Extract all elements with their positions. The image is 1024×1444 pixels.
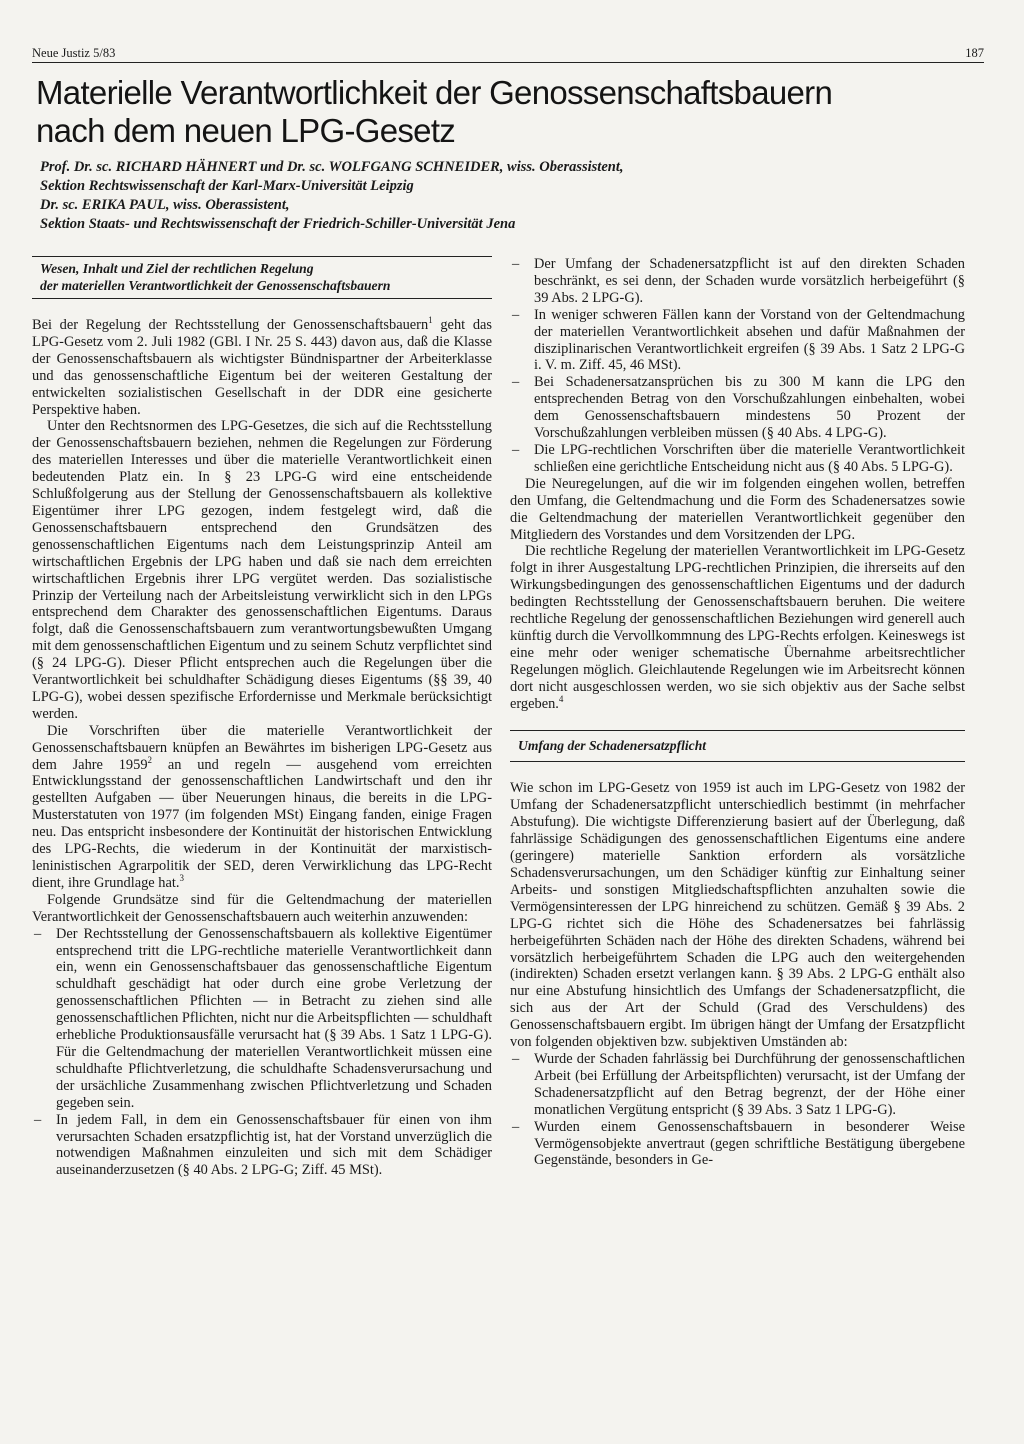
principles-list [32,926,492,1180]
title-line-2: nach dem neuen LPG-Gesetz [36,112,456,149]
author-block [40,158,980,234]
paragraph: Unter den Rechtsnormen des LPG-Gesetzes, die sich auf die Rechtsstellung der Genossenschaftsbauern beziehen, nehmen die Regelungen zur Förderung des materiellen Interesses und über die materielle Verantwortlichkeit einen bedeutenden Platz ein. In § 23 LPG-G wird eine entscheidende Schlußfolgerung aus der Stellung der Genossenschaftsbauern als kollektive Eigentümer ihrer LPG gezogen, indem festgelegt wird, daß die Genossenschaftsbauern entsprechend den Grundsätzen des genossenschaftlichen Eigentums nach dem Leistungsprinzip Anteil am wirtschaftlichen Ergebnis der LPG haben und daß sie nach dem erreichten wirtschaftlichen Ergebnis ihrer LPG vergütet werden. Das sozialistische Prinzip der Verteilung nach der Arbeitsleistung verwirklicht sich in den LPGs entsprechend dem Charakter des genossenschaftlichen Eigentums. Daraus folgt, daß die Genossenschaftsbauern zum verantwortungsbewußten Umgang mit dem genossenschaftlichen Eigentum und zu seinem Schutz verpflichtet sind (§ 24 LPG-G). Dieser Pflicht entsprechen auch die Regelungen über die Verantwortlichkeit bei schuldhafter Schädigung dieses Eigentums (§§ 39, 40 LPG-G), wobei dessen spezifische Erfordernisse und Merkmale berücksichtigt werden. [32,418,492,722]
running-head [32,44,984,63]
paragraph [32,317,492,418]
list-item: – Bei Schadenersatzansprüchen bis zu 300 M kann die LPG den entsprechenden Betrag von den Vorschußzahlungen einbehalten, wobei dem Genossenschaftsbauern mindestens 50 Prozent der Vorschußzahlungen verbleiben müssen (§ 40 Abs. 4 LPG-G). [510,374,965,442]
paragraph-text: an und regeln — ausgehend vom erreichten Entwicklungsstand der genossenschaftlichen Landwirtschaft und den ihr gestellten Aufgaben — über Neuerungen hinaus, die bereits in die LPG-Musterstatuten von 1977 (im folgenden MSt) Eingang fanden, einige Fragen neu. Das entspricht insbesondere der Kontinuität der historischen Entwicklung des LPG-Rechts, die wiederum in der Kontinuität der marxistisch-leninistischen Agrarpolitik der SED, deren Verwirklichung das LPG-Recht dient, ihre Grundlage hat. [32,756,492,891]
footnote-ref: 3 [179,873,184,884]
section-heading-umfang: Umfang der Schadenersatzpflicht [510,730,965,762]
principles-list-continued [510,256,965,476]
list-item: – In jedem Fall, in dem ein Genossenschaftsbauer für einen von ihm verursachten Schaden ersatzpflichtig ist, hat der Vorstand unverzüglich die notwendigen Maßnahmen einzuleiten und sich mit dem Schädiger auseinanderzusetzen (§ 40 Abs. 2 LPG-G; Ziff. 45 MSt). [32,1112,492,1180]
paragraph-text: Bei der Regelung der Rechtsstellung der Genossenschaftsbauern [32,317,429,333]
section-heading-line-1: Wesen, Inhalt und Ziel der rechtlichen Regelung [40,261,314,276]
author-line-2: Sektion Rechtswissenschaft der Karl-Marx-Universität Leipzig [40,178,414,194]
author-line-4: Sektion Staats- und Rechtswissenschaft der Friedrich-Schiller-Universität Jena [40,216,516,232]
right-column [510,256,965,1384]
left-column [32,256,492,1384]
page-number: 187 [965,46,984,60]
paragraph [32,723,492,892]
paragraph: Wie schon im LPG-Gesetz von 1959 ist auch im LPG-Gesetz von 1982 der Umfang der Schadenersatzpflicht unterschiedlich bestimmt (in mehrfacher Abstufung). Die wichtigste Differenzierung basiert auf der Überlegung, daß fahrlässige Schädigungen des genossenschaftlichen Eigentums eine andere (geringere) materielle Sanktion erfordern als vorsätzliche Schadensverursachungen, um den Schädiger künftig zur Einhaltung seiner Arbeits- und sonstigen Mitgliedschaftspflichten anzuhalten sowie die Vermögensinteressen der LPG hinreichend zu schützen. Gemäß § 39 Abs. 2 LPG-G richtet sich die Höhe des Schadenersatzes bei fahrlässig herbeigeführten Schäden nach der Höhe des direkten Schadens, während bei vorsätzlich herbeigeführtem Schaden die LPG auch den weitergehenden (indirekten) Schaden ersetzt verlangen kann. § 39 Abs. 2 LPG-G enthält also nur eine Abstufung hinsichtlich des Umfangs der Schadenersatzpflicht, die sich aus der Art der Schuld (Grad des Verschuldens) des Genossenschaftsbauern ergibt. Im übrigen hängt der Umfang der Ersatzpflicht von folgenden objektiven bzw. subjektiven Umständen ab: [510,780,965,1051]
paragraph-text: Die Vorschriften über die materielle Verantwortlichkeit der Genossenschaftsbauern knüpfen an Bewährtes im bisherigen LPG-Gesetz aus dem Jahre 1959 [32,722,492,773]
section-heading-wesen [32,256,492,299]
paragraph: Die Neuregelungen, auf die wir im folgenden eingehen wollen, betreffen den Umfang, die Geltendmachung und die Form des Schadenersatzes sowie die Geltendmachung der materiellen Verantwortlichkeit gegenüber den Mitgliedern des Vorstandes und dem Vorsitzenden der LPG. [510,475,965,543]
paragraph [510,543,965,712]
footnote-ref: 1 [428,315,433,326]
list-item: – Die LPG-rechtlichen Vorschriften über die materielle Verantwortlichkeit schließen eine gerichtliche Entscheidung nicht aus (§ 40 Abs. 5 LPG-G). [510,442,965,476]
journal-issue: Neue Justiz 5/83 [32,46,116,60]
author-line-3: Dr. sc. ERIKA PAUL, wiss. Oberassistent, [40,197,290,213]
list-item: – Der Umfang der Schadenersatzpflicht ist auf den direkten Schaden beschränkt, es sei denn, der Schaden wurde vorsätzlich herbeigeführt (§ 39 Abs. 2 LPG-G). [510,256,965,307]
paragraph-text: Die rechtliche Regelung der materiellen Verantwortlichkeit im LPG-Gesetz folgt in ihrer Ausgestaltung LPG-rechtlichen Prinzipien, die ihrerseits auf den Wirkungsbedingungen des genossenschaftlichen Eigentums und der dadurch bedingten Rechtsstellung der Genossenschaftsbauern beruhen. Die weitere rechtliche Regelung der genossenschaftlichen Beziehungen wird generell auch künftig durch die Vervollkommnung des LPG-Rechts erfolgen. Keineswegs ist eine mehr oder weniger schematische Übernahme arbeitsrechtlicher Regelungen möglich. Gleichlautende Regelungen wie im Arbeitsrecht können dort nicht ausgeschlossen werden, wo sie sich objektiv aus der Sache selbst ergeben. [510,543,965,712]
list-item: – Wurden einem Genossenschaftsbauern in besonderer Weise Vermögensobjekte anvertraut (gegen schriftliche Bestätigung übergebene Gegenstände, besonders in Ge- [510,1119,965,1170]
footnote-ref: 2 [147,754,153,765]
section-heading-line-2: der materiellen Verantwortlichkeit der Genossenschaftsbauern [40,278,391,293]
footnote-ref: 4 [558,693,564,704]
list-item: – Wurde der Schaden fahrlässig bei Durchführung der genossenschaftlichen Arbeit (bei Erfüllung der Arbeitspflichten) verursacht, ist der Umfang der Schadenersatzpflicht auf den Betrag begrenzt, der der Höhe einer monatlichen Vergütung entspricht (§ 39 Abs. 3 Satz 1 LPG-G). [510,1051,965,1119]
circumstances-list [510,1051,965,1169]
paragraph: Folgende Grundsätze sind für die Geltendmachung der materiellen Verantwortlichkeit der Genossenschaftsbauern auch weiterhin anzuwenden: [32,891,492,925]
title-line-1: Materielle Verantwortlichkeit der Genossenschaftsbauern [36,74,833,111]
paragraph-text: geht das LPG-Gesetz vom 2. Juli 1982 (GBl. I Nr. 25 S. 443) davon aus, daß die Klasse der Genossenschaftsbauern als wichtigster Bündnispartner der Arbeiterklasse und das genossenschaftliche Eigentum bei der weiteren Gestaltung der entwickelten sozialistischen Gesellschaft in der DDR eine gesicherte Perspektive haben. [32,317,492,418]
article-title [36,74,856,150]
author-line-1: Prof. Dr. sc. RICHARD HÄHNERT und Dr. sc. WOLFGANG SCHNEIDER, wiss. Oberassistent, [40,159,624,175]
list-item: – Der Rechtsstellung der Genossenschaftsbauern als kollektive Eigentümer entsprechend tritt die LPG-rechtliche materielle Verantwortlichkeit dann ein, wenn ein Genossenschaftsbauer das genossenschaftliche Eigentum schuldhaft geschädigt hat oder durch eine grobe Verletzung der genossenschaftlichen Pflichten — in Betracht zu ziehen sind alle genossenschaftlichen Pflichten, nicht nur die Arbeitspflichten — schuldhaft erhebliche Produktionsausfälle verursacht hat (§ 39 Abs. 1 Satz 1 LPG-G). Für die Geltendmachung der materiellen Verantwortlichkeit müssen eine schuldhafte Pflichtverletzung, die schuldhafte Schadensverursachung und der ursächliche Zusammenhang zwischen Pflichtverletzung und Schaden gegeben sein. [32,926,492,1112]
list-item: – In weniger schweren Fällen kann der Vorstand von der Geltendmachung der materiellen Verantwortlichkeit absehen und dafür Maßnahmen der disziplinarischen Verantwortlichkeit ergreifen (§ 39 Abs. 1 Satz 2 LPG-G i. V. m. Ziff. 45, 46 MSt). [510,307,965,375]
